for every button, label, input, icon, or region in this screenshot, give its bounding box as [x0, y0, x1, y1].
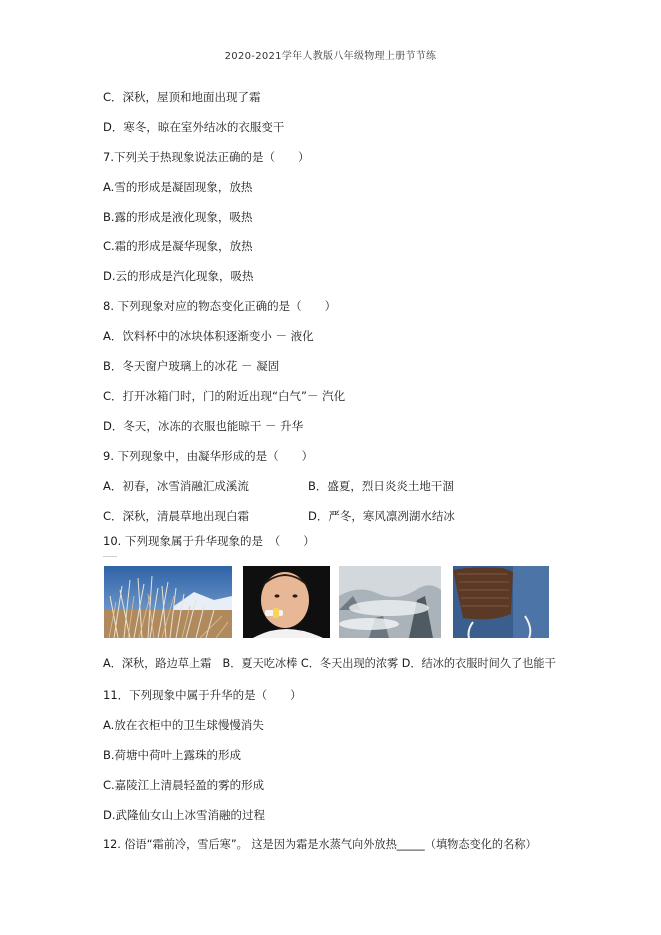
- q7-option-b: B.露的形成是液化现象，吸热: [103, 210, 253, 224]
- q9-option-d: D．严冬，寒风凛冽湖水结冰: [308, 509, 455, 523]
- q9-option-b: B．盛夏，烈日炎炎土地干涸: [308, 479, 454, 493]
- photo-frosted-grass: [104, 566, 232, 638]
- divider: [103, 556, 117, 557]
- q6-option-d: D．寒冬，晾在室外结冰的衣服变干: [103, 120, 285, 134]
- q8-option-b: B．冬天窗户玻璃上的冰花 － 凝固: [103, 359, 280, 373]
- q9-option-c: C．深秋，清晨草地出现白霜: [103, 509, 250, 523]
- q7-option-a: A.雪的形成是凝固现象，放热: [103, 180, 253, 194]
- q12-stem: 12. 俗语“霜前冷，雪后寒”。 这是因为霜是水蒸气向外放热_____（填物态变化的名称）: [103, 838, 537, 851]
- photo-child-ice-pop: [243, 566, 330, 638]
- q6-option-c: C．深秋，屋顶和地面出现了霜: [103, 90, 261, 104]
- q9-stem: 9. 下列现象中，由凝华形成的是（ ）: [103, 449, 314, 463]
- q11-option-c: C.嘉陵江上清晨轻盈的雾的形成: [103, 778, 265, 792]
- q11-stem: 11．下列现象中属于升华的是（ ）: [103, 688, 302, 702]
- q11-option-b: B.荷塘中荷叶上露珠的形成: [103, 748, 242, 762]
- q11-option-a: A.放在衣柜中的卫生球慢慢消失: [103, 718, 264, 732]
- q10-options: A．深秋，路边草上霜 B．夏天吃冰棒 C．冬天出现的浓雾 D．结冰的衣服时间久了也能干: [103, 657, 556, 670]
- q7-option-c: C.霜的形成是凝华现象，放热: [103, 239, 253, 253]
- page-header: 2020-2021学年人教版八年级物理上册节节练: [224, 51, 437, 62]
- q9-option-a: A．初春，冰雪消融汇成溪流: [103, 479, 249, 493]
- q10-stem: 10. 下列现象属于升华现象的是 （ ）: [103, 534, 315, 548]
- photo-frozen-clothes: [453, 566, 549, 638]
- q8-stem: 8. 下列现象对应的物态变化正确的是（ ）: [103, 299, 337, 313]
- q11-option-d: D.武隆仙女山上冰雪消融的过程: [103, 808, 266, 822]
- q7-stem: 7.下列关于热现象说法正确的是（ ）: [103, 150, 310, 164]
- q7-option-d: D.云的形成是汽化现象，吸热: [103, 269, 254, 283]
- q8-option-d: D．冬天，冰冻的衣服也能晾干 － 升华: [103, 419, 304, 433]
- photo-fog-mountains: [339, 566, 441, 638]
- q8-option-c: C．打开冰箱门时，门的附近出现“白气”－ 汽化: [103, 389, 346, 403]
- q8-option-a: A．饮料杯中的冰块体积逐渐变小 － 液化: [103, 329, 314, 343]
